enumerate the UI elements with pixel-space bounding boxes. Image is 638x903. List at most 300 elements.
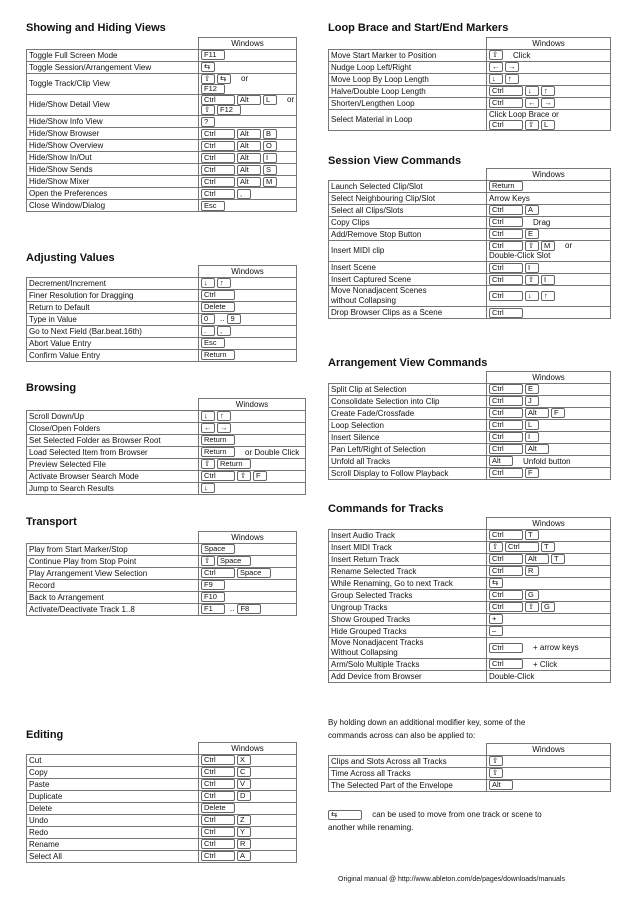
shortcut-cell — [199, 200, 297, 212]
shortcut-cell — [199, 278, 297, 290]
key-cap: Return — [217, 459, 251, 469]
range-separator: .. — [230, 604, 235, 614]
key-cap: ⇧ — [489, 756, 503, 766]
command-label: Load Selected Item from Browser — [29, 447, 148, 457]
key-cap: Ctrl — [489, 241, 523, 251]
key-cap: F12 — [217, 105, 241, 115]
table-row — [329, 756, 611, 768]
key-cap: ⇧ — [201, 459, 215, 469]
table-row — [27, 839, 297, 851]
command-label: Create Fade/Crossfade — [331, 408, 415, 418]
key-cap: A — [237, 851, 251, 861]
showing-title: Showing and Hiding Views — [26, 22, 166, 34]
key-cap: ↓ — [201, 411, 215, 421]
key-cap: T — [541, 542, 555, 552]
command-label: Copy — [29, 767, 48, 777]
command-label: Duplicate — [29, 791, 63, 801]
key-cap: L — [525, 420, 539, 430]
shortcut-cell — [487, 420, 611, 432]
key-cap: Ctrl — [201, 779, 235, 789]
shortcut-cell — [487, 193, 611, 205]
shortcut-cell — [199, 74, 297, 95]
shortcut-cell — [199, 851, 297, 863]
command-label: Cut — [29, 755, 42, 765]
key-cap: ↓ — [525, 86, 539, 96]
shortcut-cell — [487, 626, 611, 638]
key-cap: ⇧ — [489, 542, 503, 552]
key-cap: Ctrl — [489, 408, 523, 418]
key-cap: Ctrl — [489, 98, 523, 108]
command-label: Drop Browser Clips as a Scene — [331, 307, 443, 317]
table-row — [329, 181, 611, 193]
key-cap: Ctrl — [201, 165, 235, 175]
key-cap: ← — [201, 423, 215, 433]
key-cap: A — [525, 205, 539, 215]
key-cap: Ctrl — [489, 420, 523, 430]
key-cap: V — [237, 779, 251, 789]
command-label: Hide/Show Browser — [29, 128, 100, 138]
command-label: Preview Selected File — [29, 459, 106, 469]
windows-column-header: Windows — [199, 743, 297, 755]
key-cap: ⇆ — [489, 578, 503, 588]
shortcut-cell — [487, 62, 611, 74]
table-row — [329, 768, 611, 780]
shortcut-suffix: + arrow keys — [533, 643, 579, 653]
shortcut-cell — [487, 768, 611, 780]
shortcut-cell — [487, 780, 611, 792]
command-label: While Renaming, Go to next Track — [331, 578, 453, 588]
key-cap: → — [505, 62, 519, 72]
command-label: Open the Preferences — [29, 188, 108, 198]
shortcut-cell — [199, 839, 297, 851]
table-row — [27, 74, 297, 95]
key-cap: Ctrl — [201, 177, 235, 187]
shortcut-cell — [199, 568, 297, 580]
key-cap: ⇆ — [201, 62, 215, 72]
shortcut-suffix: + Click — [533, 659, 558, 669]
shortcut-cell — [487, 86, 611, 98]
key-cap: ↑ — [541, 291, 555, 301]
key-cap: ⇆ — [217, 74, 231, 84]
key-cap: ↑ — [217, 411, 231, 421]
key-cap: . — [201, 326, 215, 336]
table-row — [27, 423, 306, 435]
table-row — [27, 604, 297, 616]
tracks-title: Commands for Tracks — [328, 503, 444, 515]
key-cap: Return — [201, 350, 235, 360]
table-row — [329, 614, 611, 626]
shortcut-suffix: or Double Click — [245, 447, 300, 457]
key-cap: E — [525, 229, 539, 239]
key-cap: ↓ — [201, 483, 215, 493]
table-row — [27, 755, 297, 767]
key-cap: ← — [489, 62, 503, 72]
modifier-note-line2: commands across can also be applied to: — [328, 731, 476, 740]
range-separator: .. — [220, 314, 225, 324]
table-row — [329, 205, 611, 217]
command-label: Insert Captured Scene — [331, 274, 412, 284]
key-cap: Alt — [237, 129, 261, 139]
key-cap: C — [237, 767, 251, 777]
shortcut-cell — [199, 176, 297, 188]
key-cap: Esc — [201, 338, 225, 348]
browsing-table — [26, 398, 306, 495]
key-cap: T — [525, 530, 539, 540]
command-label: Rename Selected Track — [331, 566, 417, 576]
key-cap: Ctrl — [489, 590, 523, 600]
key-cap: ↓ — [525, 291, 539, 301]
command-label: Confirm Value Entry — [29, 350, 100, 360]
key-cap: Ctrl — [489, 263, 523, 273]
shortcut-cell — [199, 447, 306, 459]
command-label: Arm/Solo Multiple Tracks — [331, 659, 420, 669]
table-row — [27, 164, 297, 176]
shortcut-text-line2: Double-Click Slot — [489, 251, 551, 261]
shortcut-cell — [199, 423, 306, 435]
table-row — [329, 420, 611, 432]
table-row — [329, 286, 611, 307]
shortcut-cell — [199, 803, 297, 815]
shortcut-cell — [199, 755, 297, 767]
windows-column-header: Windows — [487, 372, 611, 384]
command-label: Set Selected Folder as Browser Root — [29, 435, 161, 445]
command-label: Decrement/Increment — [29, 278, 106, 288]
shortcut-cell — [487, 229, 611, 241]
table-row — [329, 671, 611, 683]
table-row — [329, 86, 611, 98]
key-cap: R — [237, 839, 251, 849]
key-cap: I — [263, 153, 277, 163]
command-label: Halve/Double Loop Length — [331, 86, 426, 96]
table-row — [27, 851, 297, 863]
key-cap: ⇧ — [489, 768, 503, 778]
command-label: Paste — [29, 779, 50, 789]
table-row — [27, 278, 297, 290]
key-cap: – — [489, 626, 503, 636]
shortcut-suffix: or — [565, 241, 573, 251]
command-label: Type in Value — [29, 314, 77, 324]
command-label: Insert Silence — [331, 432, 380, 442]
key-cap: Alt — [525, 444, 549, 454]
key-cap: Alt — [489, 780, 513, 790]
key-cap: E — [525, 384, 539, 394]
loop-title: Loop Brace and Start/End Markers — [328, 22, 509, 34]
shortcut-cell — [487, 181, 611, 193]
table-row — [27, 314, 297, 326]
key-cap: F — [253, 471, 267, 481]
command-label: Hide/Show Sends — [29, 164, 93, 174]
table-row — [329, 602, 611, 614]
key-cap: Return — [489, 181, 523, 191]
command-label: Scroll Down/Up — [29, 411, 85, 421]
table-row — [329, 408, 611, 420]
command-label: Loop Selection — [331, 420, 384, 430]
shortcut-cell — [487, 554, 611, 566]
key-cap: Ctrl — [489, 217, 523, 227]
adjusting-title: Adjusting Values — [26, 252, 115, 264]
shortcut-cell — [199, 435, 306, 447]
shortcut-cell — [487, 456, 611, 468]
key-cap: Ctrl — [201, 141, 235, 151]
key-cap: Ctrl — [489, 120, 523, 130]
table-row — [27, 592, 297, 604]
command-label: The Selected Part of the Envelope — [331, 780, 453, 790]
key-cap: ⇧ — [489, 50, 503, 60]
modifier-table — [328, 743, 611, 792]
shortcut-suffix: or — [287, 95, 295, 105]
key-cap: ⇧ — [525, 241, 539, 251]
shortcut-cell — [487, 590, 611, 602]
command-label: Copy Clips — [331, 217, 370, 227]
shortcut-cell — [487, 205, 611, 217]
tab-note-line2: another while renaming. — [328, 823, 414, 832]
shortcut-cell — [199, 827, 297, 839]
editing-table — [26, 742, 297, 863]
shortcut-cell — [199, 116, 297, 128]
table-row — [329, 241, 611, 262]
command-label: Split Clip at Selection — [331, 384, 407, 394]
table-row — [329, 217, 611, 229]
key-cap: ⇧ — [237, 471, 251, 481]
command-label: Select Material in Loop — [331, 115, 413, 125]
key-cap: 9 — [227, 314, 241, 324]
shortcut-cell — [199, 290, 297, 302]
key-cap: I — [525, 432, 539, 442]
shortcut-cell — [199, 471, 306, 483]
shortcut-cell — [199, 556, 297, 568]
command-label: Continue Play from Stop Point — [29, 556, 137, 566]
shortcut-cell — [487, 566, 611, 578]
key-cap: Ctrl — [201, 189, 235, 199]
key-cap: F10 — [201, 592, 225, 602]
command-label: Launch Selected Clip/Slot — [331, 181, 423, 191]
table-row — [329, 262, 611, 274]
shortcut-cell — [199, 592, 297, 604]
command-label: Toggle Track/Clip View — [29, 79, 110, 89]
table-row — [27, 580, 297, 592]
command-label: Hide/Show Detail View — [29, 100, 110, 110]
table-row — [27, 815, 297, 827]
table-row — [329, 62, 611, 74]
table-row — [329, 530, 611, 542]
key-cap: D — [237, 791, 251, 801]
key-cap: Z — [237, 815, 251, 825]
key-cap: G — [541, 602, 555, 612]
key-cap: O — [263, 141, 277, 151]
command-label: Hide/Show In/Out — [29, 152, 92, 162]
command-label: Toggle Session/Arrangement View — [29, 62, 152, 72]
key-cap: Ctrl — [201, 767, 235, 777]
windows-column-header: Windows — [487, 518, 611, 530]
key-cap: Alt — [525, 554, 549, 564]
table-row — [329, 229, 611, 241]
shortcut-cell — [199, 791, 297, 803]
table-row — [27, 140, 297, 152]
key-cap: Ctrl — [489, 275, 523, 285]
key-cap: L — [541, 120, 555, 130]
table-row — [27, 152, 297, 164]
command-label: Time Across all Tracks — [331, 768, 411, 778]
key-cap: Alt — [525, 408, 549, 418]
command-label: Jump to Search Results — [29, 483, 114, 493]
table-row — [329, 626, 611, 638]
command-label: Select Neighbouring Clip/Slot — [331, 193, 436, 203]
key-cap: X — [237, 755, 251, 765]
footer-credit: Original manual @ http://www.ableton.com/de/pages/downloads/manuals — [338, 876, 565, 883]
command-label: Play Arrangement View Selection — [29, 568, 148, 578]
shortcut-cell — [487, 614, 611, 626]
key-cap: Ctrl — [201, 827, 235, 837]
key-cap: Ctrl — [489, 659, 523, 669]
key-cap: Space — [237, 568, 271, 578]
command-label: Close Window/Dialog — [29, 200, 106, 210]
key-cap: ↓ — [489, 74, 503, 84]
key-cap: ← — [525, 98, 539, 108]
command-label: Add Device from Browser — [331, 671, 422, 681]
shortcut-cell — [199, 459, 306, 471]
table-row — [27, 791, 297, 803]
command-label: Record — [29, 580, 55, 590]
table-row — [329, 384, 611, 396]
key-cap: ⇧ — [201, 556, 215, 566]
key-cap: Ctrl — [489, 86, 523, 96]
shortcut-cell — [487, 241, 611, 262]
shortcut-cell — [487, 756, 611, 768]
table-row — [329, 98, 611, 110]
shortcut-cell — [199, 188, 297, 200]
key-cap: ⇧ — [525, 120, 539, 130]
command-label: Insert Scene — [331, 262, 376, 272]
command-label: Nudge Loop Left/Right — [331, 62, 412, 72]
table-row — [329, 307, 611, 319]
key-cap: G — [525, 590, 539, 600]
key-cap: Ctrl — [489, 566, 523, 576]
table-row — [27, 200, 297, 212]
shortcut-cell — [487, 262, 611, 274]
key-cap: ⇧ — [525, 275, 539, 285]
shortcut-cell — [199, 338, 297, 350]
command-label: Move Loop By Loop Length — [331, 74, 429, 84]
key-cap: Ctrl — [489, 602, 523, 612]
key-cap: Space — [217, 556, 251, 566]
table-row — [27, 447, 306, 459]
command-label: Move Nonadjacent Tracks — [331, 638, 424, 647]
command-label: Show Grouped Tracks — [331, 614, 411, 624]
command-label: Insert Return Track — [331, 554, 400, 564]
key-cap: Ctrl — [489, 384, 523, 394]
shortcut-cell — [487, 659, 611, 671]
table-row — [27, 459, 306, 471]
tab-key-icon: ⇆ — [328, 810, 362, 820]
key-cap: Ctrl — [489, 643, 523, 653]
key-cap: Delete — [201, 803, 235, 813]
key-cap: M — [541, 241, 555, 251]
key-cap: F1 — [201, 604, 225, 614]
table-row — [329, 780, 611, 792]
command-label: Ungroup Tracks — [331, 602, 388, 612]
table-row — [27, 350, 297, 362]
shortcut-suffix: Click — [513, 50, 531, 60]
table-row — [27, 827, 297, 839]
shortcut-cell — [199, 140, 297, 152]
shortcut-cell — [199, 326, 297, 338]
tracks-table — [328, 517, 611, 683]
command-label: Toggle Full Screen Mode — [29, 50, 118, 60]
key-cap: → — [541, 98, 555, 108]
key-cap: ⇧ — [201, 105, 215, 115]
modifier-note — [328, 716, 525, 742]
key-cap: Ctrl — [489, 291, 523, 301]
shortcut-cell — [487, 468, 611, 480]
table-row — [27, 779, 297, 791]
command-label: Hide/Show Info View — [29, 116, 103, 126]
key-cap: Alt — [237, 165, 261, 175]
tab-note-line1: can be used to move from one track or scene to — [372, 810, 542, 819]
shortcut-cell — [199, 544, 297, 556]
shortcut-cell — [487, 217, 611, 229]
key-cap: Y — [237, 827, 251, 837]
key-cap: → — [217, 423, 231, 433]
table-row — [329, 566, 611, 578]
command-label: Close/Open Folders — [29, 423, 101, 433]
key-cap: T — [551, 554, 565, 564]
command-label: Consolidate Selection into Clip — [331, 396, 440, 406]
command-label: Undo — [29, 815, 49, 825]
command-label: Back to Arrangement — [29, 592, 104, 602]
command-label: Abort Value Entry — [29, 338, 92, 348]
adjusting-table — [26, 265, 297, 362]
shortcut-cell — [487, 444, 611, 456]
table-row — [329, 74, 611, 86]
key-cap: ↑ — [505, 74, 519, 84]
key-cap: ↓ — [201, 278, 215, 288]
shortcut-text: Double-Click — [489, 671, 535, 681]
key-cap: , — [217, 326, 231, 336]
shortcut-cell — [199, 483, 306, 495]
shortcut-suffix: or — [241, 74, 249, 84]
tab-note — [328, 808, 542, 834]
shortcut-cell — [487, 671, 611, 683]
session-title: Session View Commands — [328, 155, 462, 167]
key-cap: Ctrl — [201, 471, 235, 481]
key-cap: Ctrl — [489, 396, 523, 406]
key-cap: Alt — [237, 177, 261, 187]
table-row — [27, 544, 297, 556]
shortcut-cell — [487, 578, 611, 590]
windows-column-header: Windows — [487, 744, 611, 756]
key-cap: S — [263, 165, 277, 175]
windows-column-header: Windows — [487, 169, 611, 181]
shortcut-cell — [199, 95, 297, 116]
key-cap: B — [263, 129, 277, 139]
shortcut-cell — [487, 274, 611, 286]
key-cap: + — [489, 614, 503, 624]
command-label: Scroll Display to Follow Playback — [331, 468, 449, 478]
key-cap: Delete — [201, 302, 235, 312]
key-cap: Ctrl — [201, 851, 235, 861]
table-row — [27, 302, 297, 314]
table-row — [329, 50, 611, 62]
command-label: Finer Resolution for Dragging — [29, 290, 134, 300]
browsing-title: Browsing — [26, 382, 77, 394]
shortcut-cell — [487, 74, 611, 86]
key-cap: Alt — [489, 456, 513, 466]
command-label: Clips and Slots Across all Tracks — [331, 756, 447, 766]
key-cap: Ctrl — [489, 205, 523, 215]
command-label: Shorten/Lengthen Loop — [331, 98, 415, 108]
key-cap: Ctrl — [201, 791, 235, 801]
command-label: Move Start Marker to Position — [331, 50, 437, 60]
